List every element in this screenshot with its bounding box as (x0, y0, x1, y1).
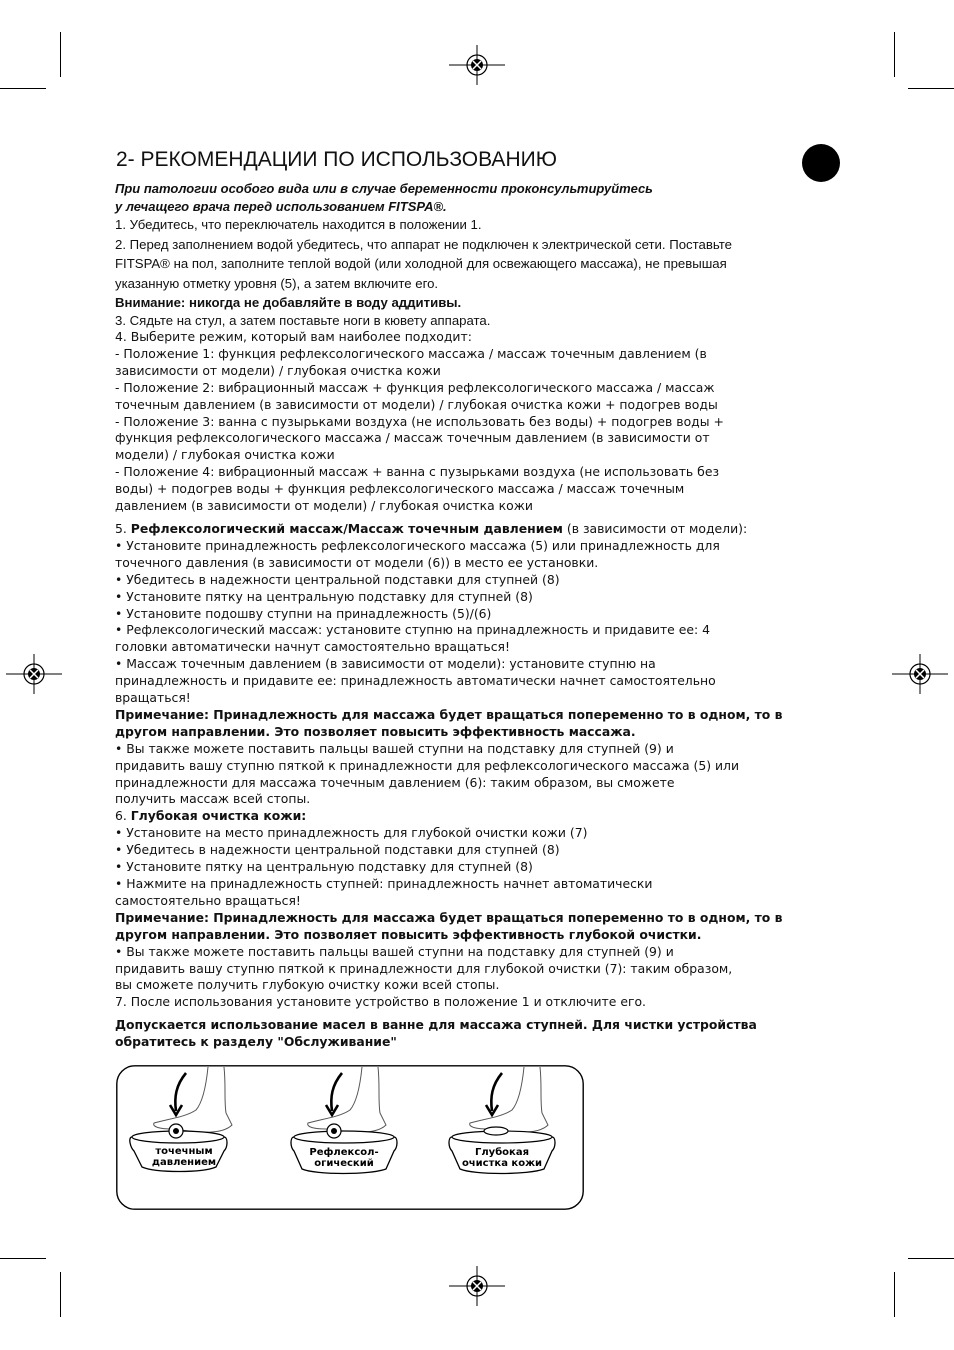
note-line: Примечание: Принадлежность для массажа будет вращаться попеременно то в одном, то в (115, 909, 783, 925)
figure-1-label-line2: давлением (151, 1157, 217, 1168)
usage-illustration (116, 1065, 584, 1210)
figure-acupressure (130, 1067, 232, 1172)
step-5-number: 5. (115, 520, 131, 536)
mode-line: - Положение 4: вибрационный массаж + ванна с пузырьками воздуха (не использовать без (115, 464, 720, 480)
crop-mark (908, 88, 954, 89)
crop-mark (60, 32, 61, 77)
step-2-line: указанную отметку уровня (5), а затем включите его. (115, 275, 439, 291)
final-note-line: Допускается использование масел в ванне для массажа ступней. Для чистки устройства (115, 1017, 757, 1033)
note-line: другом направлении. Это позволяет повысить эффективность глубокой очистки. (115, 926, 702, 942)
note-line: Примечание: Принадлежность для массажа будет вращаться попеременно то в одном, то в (115, 706, 783, 722)
crop-mark (0, 1258, 46, 1259)
mode-line: 4. Выберите режим, который вам наиболее подходит: (115, 329, 472, 344)
registration-mark-icon (6, 654, 62, 694)
language-tab-dot (802, 144, 840, 182)
figure-deep-cleansing (449, 1067, 555, 1174)
step-5-heading (115, 521, 775, 538)
step-6-line: • Убедитесь в надежности центральной подставки для ступней (8) (115, 842, 560, 858)
step-3: 3. Сядьте на стул, а затем поставьте ноги в кювету аппарата. (115, 313, 491, 328)
registration-mark-icon (449, 1266, 505, 1306)
step-2-line: 2. Перед заполнением водой убедитесь, что аппарат не подключен к электрической сети. Поставьте (115, 236, 732, 252)
figure-reflexology (291, 1067, 397, 1174)
step-1: 1. Убедитесь, что переключатель находится в положении 1. (115, 217, 482, 232)
step-6-line: • Нажмите на принадлежность ступней: принадлежность начнет автоматически (115, 876, 653, 891)
mode-line: точечным давлением (в зависимости от модели) / глубокая очистка кожи + подогрев воды (115, 396, 718, 412)
crop-mark (908, 1258, 954, 1259)
registration-mark-icon (892, 654, 948, 694)
note-detail-line: • Вы также можете поставить пальцы вашей ступни на подставку для ступней (9) и (115, 943, 674, 959)
attention-note: Внимание: никогда не добавляйте в воду аддитивы. (115, 295, 462, 310)
crop-mark (60, 1272, 61, 1317)
step-6-heading (115, 808, 775, 825)
figure-2-label-line2: огический (314, 1158, 374, 1169)
step-5-line: принадлежность и придавите ее: принадлежность автоматически начнет самостоятельно (115, 673, 716, 689)
step-6-line: • Установите пятку на центральную подставку для ступней (8) (115, 859, 533, 875)
step-5-line: вращаться! (115, 690, 191, 706)
step-7: 7. После использования установите устройство в положение 1 и отключите его. (115, 994, 646, 1010)
step-6-line: • Установите на место принадлежность для глубокой очистки кожи (7) (115, 825, 588, 841)
mode-line: модели) / глубокая очистка кожи (115, 447, 335, 463)
step-5-line: • Массаж точечным давлением (в зависимости от модели): установите ступню на (115, 656, 656, 672)
step-5-line: • Установите пятку на центральную подставку для ступней (8) (115, 588, 533, 604)
mode-line: давлением (в зависимости от модели) / глубокая очистка кожи (115, 498, 533, 514)
note-detail-line: получить массаж всей стопы. (115, 791, 311, 807)
step-6-line: самостоятельно вращаться! (115, 892, 301, 908)
step-5-line: • Установите принадлежность рефлексологического массажа (5) или принадлежность для (115, 537, 720, 553)
step-5-line: головки автоматически начнут самостоятельно вращаться! (115, 639, 510, 655)
step-5-line: • Убедитесь в надежности центральной подставки для ступней (8) (115, 571, 560, 587)
figure-1-label-line1: точечным (155, 1146, 213, 1157)
note-detail-line: • Вы также можете поставить пальцы вашей ступни на подставку для ступней (9) и (115, 740, 674, 756)
step-2-line: FITSPA® на пол, заполните теплой водой (или холодной для освежающего массажа), не превышая (115, 256, 727, 271)
step-5-line: • Рефлексологический массаж: установите ступню на принадлежность и придавите ее: 4 (115, 622, 710, 638)
mode-line: - Положение 2: вибрационный массаж + функция рефлексологического массажа / массаж (115, 379, 715, 395)
note-detail-line: принадлежности для массажа точечным давлением (6): таким образом, вы сможете (115, 774, 675, 790)
mode-line: - Положение 1: функция рефлексологического массажа / массаж точечным давлением (в (115, 345, 707, 361)
figure-3-label-line2: очистка кожи (461, 1158, 543, 1169)
step-5-line: точечного давления (в зависимости от модели (6)) в место ее установки. (115, 554, 599, 570)
figure-3-label-line1: Глубокая (474, 1147, 530, 1158)
note-line: другом направлении. Это позволяет повысить эффективность массажа. (115, 723, 636, 739)
step-5-title: Рефлексологический массаж/Массаж точечным давлением (130, 520, 563, 536)
note-detail-line: придавить вашу ступню пяткой к принадлежности для глубокой очистки (7): таким образом, (115, 960, 733, 976)
mode-line: зависимости от модели) / глубокая очистка кожи (115, 362, 441, 378)
warning-line: При патологии особого вида или в случае беременности проконсультируйтесь (115, 181, 653, 196)
note-detail-line: придавить вашу ступню пяткой к принадлежности для рефлексологического массажа (5) или (115, 757, 740, 773)
page-title: 2- РЕКОМЕНДАЦИИ ПО ИСПОЛЬЗОВАНИЮ (116, 148, 557, 171)
crop-mark (0, 88, 46, 89)
registration-mark-icon (449, 45, 505, 85)
warning-line: у лечащего врача перед использованием FITSPA®. (115, 198, 447, 214)
figure-2-label-line1: Рефлексол- (309, 1147, 379, 1158)
final-note-line: обратитесь к разделу "Обслуживание" (115, 1034, 397, 1050)
crop-mark (894, 32, 895, 77)
step-6-title: Глубокая очистка кожи: (130, 808, 307, 824)
step-6-number: 6. (115, 808, 131, 824)
step-5-suffix: (в зависимости от модели): (562, 520, 748, 536)
mode-line: воды) + подогрев воды + функция рефлексологического массажа / массаж точечным (115, 481, 685, 497)
instructions-body (115, 180, 783, 1051)
step-5-line: • Установите подошву ступни на принадлежность (5)/(6) (115, 605, 492, 621)
crop-mark (894, 1272, 895, 1317)
mode-line: - Положение 3: ванна с пузырьками воздуха (не использовать без воды) + подогрев воды + (115, 413, 724, 429)
mode-line: функция рефлексологического массажа / массаж точечным давлением (в зависимости от (115, 430, 710, 446)
note-detail-line: вы сможете получить глубокую очистку кожи всей стопы. (115, 977, 500, 993)
